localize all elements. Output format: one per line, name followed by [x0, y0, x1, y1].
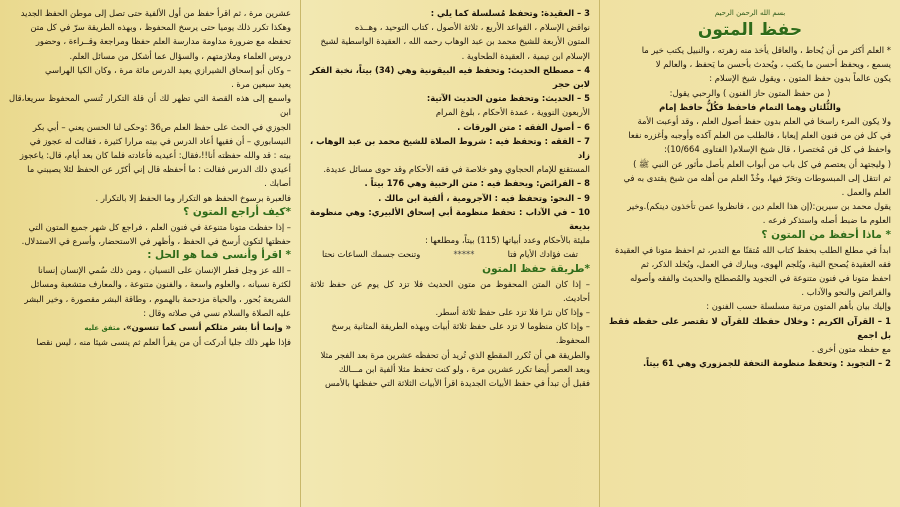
text-line: فقه العقيدة يُصحح النية، ويُلجم الهوى، ويبارك في العمل، ويُخلد الذكر، ثم	[640, 258, 891, 269]
text-line: 2 – التجويد : وتحفظ منظومة التحفة للجمزوري وهي 61 بيتاً.	[642, 358, 891, 369]
text-line: حفظتها لتكون أرسخ في الحفظ ، وأظهر في الاستحضار، وأسرع في الاستدلال.	[21, 236, 291, 247]
text-line: 1 – القرآن الكريم : وخلال حفظك للقرآن لا تقتصر على حفظه فقط بل اجمع	[609, 315, 891, 340]
text-line: المحفوظ.	[555, 335, 590, 346]
text-line: الجوزي في الحث على حفظ العلم ص36 :وحكى لنا الحسن يعني – أبي بكر	[32, 121, 291, 132]
text-line: الإسلام ابن تيمية ، العقيدة الطحاوية .	[461, 50, 590, 61]
text-line: فالعبرة برسوخ الحفظ هو التكرار وما الحفظ إلا بالتكرار .	[95, 192, 291, 203]
text-line: بيته : قد والله حفظته أنا!!،فقال: أعيديه فأعادته فلما كان بعد أيام، قال: ياعجوز	[19, 150, 291, 161]
text-line: – إذا حفظت متونا متنوعة في فنون العلم ، فراجع كل شهر جميع المتون التي	[28, 221, 291, 232]
text-line: عليه الصلاة والسلام نسي في صلاته وقال :	[143, 307, 291, 318]
text-line: 4 – مصطلح الحديث: وتحفظ فيه البيقونية وهي (34) بيتاً، نخبة الفكر لابن حجر	[310, 64, 591, 90]
text-line: – إذا كان المتن المحفوظ من متون الحديث فلا تزد كل يوم عن حفظ ثلاثة أحاديث.	[310, 278, 590, 303]
poem-line: والثُّلثان وهما التمام فاحفظ فكُلُّ حافظ إمام	[659, 101, 841, 112]
text-line: احفظ متونا في فنون متنوعة في التجويد والمُصطلح والحديث والفقه وأصوله	[630, 273, 891, 284]
text-line: مع حفظه متون أخرى .	[811, 344, 891, 355]
text-line: 6 – أصول الفقه : متن الورقات .	[457, 121, 590, 132]
text-line: ( من حفظ المتون حاز الفنون ) والرحبي يقول:	[669, 87, 831, 98]
column-middle	[300, 0, 600, 507]
text-line: وهكذا تكرر ذلك يوميا حتى يرسخ المحفوظ ، وبهذه الطريقة سرّ في كل متن	[30, 22, 291, 33]
column-left	[0, 0, 300, 507]
text-line: أصابك .	[264, 178, 291, 189]
text-line: نواقض الإسلام ، القواعد الأربع ، ثلاثة الأصول ، كتاب التوحيد ، وهــذه	[354, 22, 590, 33]
text-line: فقبل أن تبدأ في حفظ الأبيات الجديدة اقرأ الأبيات الثلاثة التي حفظتها بالأمس	[325, 378, 590, 389]
text-line: 9 – النحو: وتحفظ فيه : الآجرومية ، ألفية ابن مالك .	[378, 192, 590, 203]
text-line: والطريقة هي أن تُكرر المقطع الذي تُريد أن تحفظه عشرين مرة بعد الفجر مثلا	[320, 349, 590, 360]
text-line: وبعد العصر أيضا تكرر عشرين مرة ، ولو كنت تحفظ مثلا ألفية ابن مـــالك	[338, 363, 590, 374]
text-line: 5 – الحديث: وتحفظ متون الحديث الآتية:	[426, 93, 590, 104]
hadith-line	[9, 320, 291, 335]
text-line: – وإذا كان نثرا فلا تزد على حفظ ثلاثة أسطر.	[435, 307, 590, 318]
text-line: لكثرة نسيانه ، والعلوم واسعة ، والفنون متنوعة ، والمعارف متشعبة ومسائل	[30, 279, 291, 290]
text-line: والفرائض والنحو والآداب .	[801, 287, 891, 298]
bismillah: بسم الله الرحمن الرحيم	[714, 9, 786, 17]
text-line: واسمع إلى هذه القصة التي تظهر لك أن قلة التكرار تُنسي المحفوظ سريعا،قال ابن	[9, 93, 291, 118]
text-line: ( وليجتهد أن يعتصم في كل باب من أبواب العلم بأصل مأثور عن النبي ﷺ )	[633, 158, 891, 169]
text-line: وإليك بيان بأهم المتون مرتبة مسلسلة حسب الفنون :	[706, 301, 891, 312]
poem-second-half: وتنحت جسمك الساعات نحتا	[322, 249, 421, 260]
text-line: – وإذا كان منظوما لا تزد على حفظ ثلاثة أبيات وبهذه الطريقة المثانية يرسخ	[331, 321, 590, 332]
text-line: في كل فن من فنون العلم إيعابا ، فالطلب من العلم آكده وأوجبه وأغزره نفعا	[628, 130, 891, 141]
section-heading: * اقرأ وأنسى فما هو الحل :	[147, 249, 291, 262]
text-line: 7 – الفقه : وتحفظ فيه : شروط الصلاة للشيخ محمد بن عبد الوهاب ، زاد	[310, 135, 590, 161]
text-line: 3 – العقيدة: وتحفظ مُسلسلة كما يلي :	[430, 8, 590, 18]
text-line: واحفظ في كل فن مُختصرا ، قال شيخ الإسلام( الفتاوى 10/664):	[664, 144, 891, 155]
text-line: العلم والعمل .	[841, 187, 891, 198]
text-line: فإذا ظهر ذلك جليا أدركت أن من يقرأ العلم ثم ينسى شيئا منه ، ليس نقصا	[36, 337, 291, 348]
poem-separator: *****	[453, 249, 475, 260]
text-line: ابدأ في مطلع الطلب بحفظ كتاب الله مُتقنًا مع التدبر، ثم احفظ متونا في العقيدة	[615, 244, 891, 255]
text-line: المستقنع للإمام الحجاوي وهو خلاصة في فقه الأحكام وقد حوى مسائل عديدة.	[323, 164, 590, 175]
text-line: عشرين مرة ، ثم اقرأ حفظ من أول الألفية حتى تصل إلى موطن الحفظ الجديد	[20, 8, 291, 18]
text-line: يقول محمد بن سيرين:(إن هذا العلم دين ، فانظروا عمن تأخذون دينكم).وخير	[627, 201, 891, 212]
poem-verse	[310, 247, 590, 261]
text-line: المتون الأربعة للشيخ محمد بن عبد الوهاب رحمه الله ، العقيدة الواسطية لشيخ	[320, 36, 590, 47]
column-right	[600, 0, 900, 507]
text-line: ثم انتقل إلى المبسوطات وتحَرّ فيها، وخُذْ العلم من أهله من شيخ يقتدى به في	[623, 172, 891, 183]
text-line: أعيدي ذلك الدرس فقالت : ما أحفظه قال إني أكرّر عن الحفظ لئلا يصيبني ما	[27, 164, 291, 175]
poem-first-half: تفت فؤادك الأيام فتا	[507, 249, 578, 260]
section-heading: * ماذا أحفظ من المتون ؟	[761, 228, 891, 241]
text-line: يعيد سبعين مرة .	[231, 79, 291, 90]
text-line: يكون عالماً بدون حفظ المتون ، ويقول شيخ الإسلام :	[709, 73, 891, 84]
text-line: تحفظه مع ضرورة مداومة مدارسة العلم حفظا ومراجعة وقــراءة ، وحضور	[35, 36, 291, 47]
text-line: 10 – في الآداب : تحفظ منظومة أبي إسحاق الألبيري: وهي منظومة بديعة	[310, 206, 590, 232]
text-line: * العلم أكثر من أن يُحاط ، والعاقل يأخذ منه زهرته ، والنبيل يكتب خير ما	[641, 45, 891, 55]
text-line: – الله عز وجل فطر الإنسان على النسيان ، ومن ذلك سُمي الإنسان إنسانا	[37, 265, 291, 276]
page-title: حفظ المتون	[697, 20, 803, 40]
hadith-text: « وإنما أنا بشر مثلكم أنسى كما تنسون».	[122, 322, 291, 333]
text-line: ولا يكون المرء راسخا في العلم بدون حفظ أصول العلم ، وقد أوعبت الأمة	[637, 116, 891, 127]
section-heading: *طريقة حفظ المتون	[482, 262, 590, 275]
text-line: – وكان أبو إسحاق الشيرازي يعيد الدرس مائة مرة ، وكان الكيا الهراسي	[45, 64, 291, 75]
text-line: مليئة بالأحكام وعدد أبياتها (115) بيتاً، ومطلعها :	[425, 235, 590, 246]
text-line: العلوم ما ضبط أصله واستذكر فرعه .	[762, 215, 891, 226]
text-line: الشريعة بُحور ، والحياة مزدحمة بالهموم ، وطاقة البشر مقصورة ، وخير البشر	[24, 293, 291, 304]
text-line: دروس العلماء وملازمتهم ، والسؤال عما أشكل من مسائل العلم.	[69, 50, 291, 61]
hadith-reference: متفق عليه	[84, 324, 121, 333]
text-line: 8 – الفرائض: ويحفظ فيه : متن الرحبية وهي 176 بيتاً .	[364, 178, 590, 189]
section-heading: *كيف أراجع المتون ؟	[183, 205, 291, 218]
text-line: النيسابوري – أن فقيها أعاد الدرس في بيته مرارا كثيرة ، فقالت له عجوز في	[29, 135, 291, 146]
text-line: الأربعون النووية ، عمدة الأحكام ، بلوغ المرام	[435, 107, 590, 118]
text-line: يسمع ، ويحفظ أحسن ما يكتب ، ويُحدث بأحسن ما يَحفظ ، والعالم لا	[655, 59, 891, 70]
